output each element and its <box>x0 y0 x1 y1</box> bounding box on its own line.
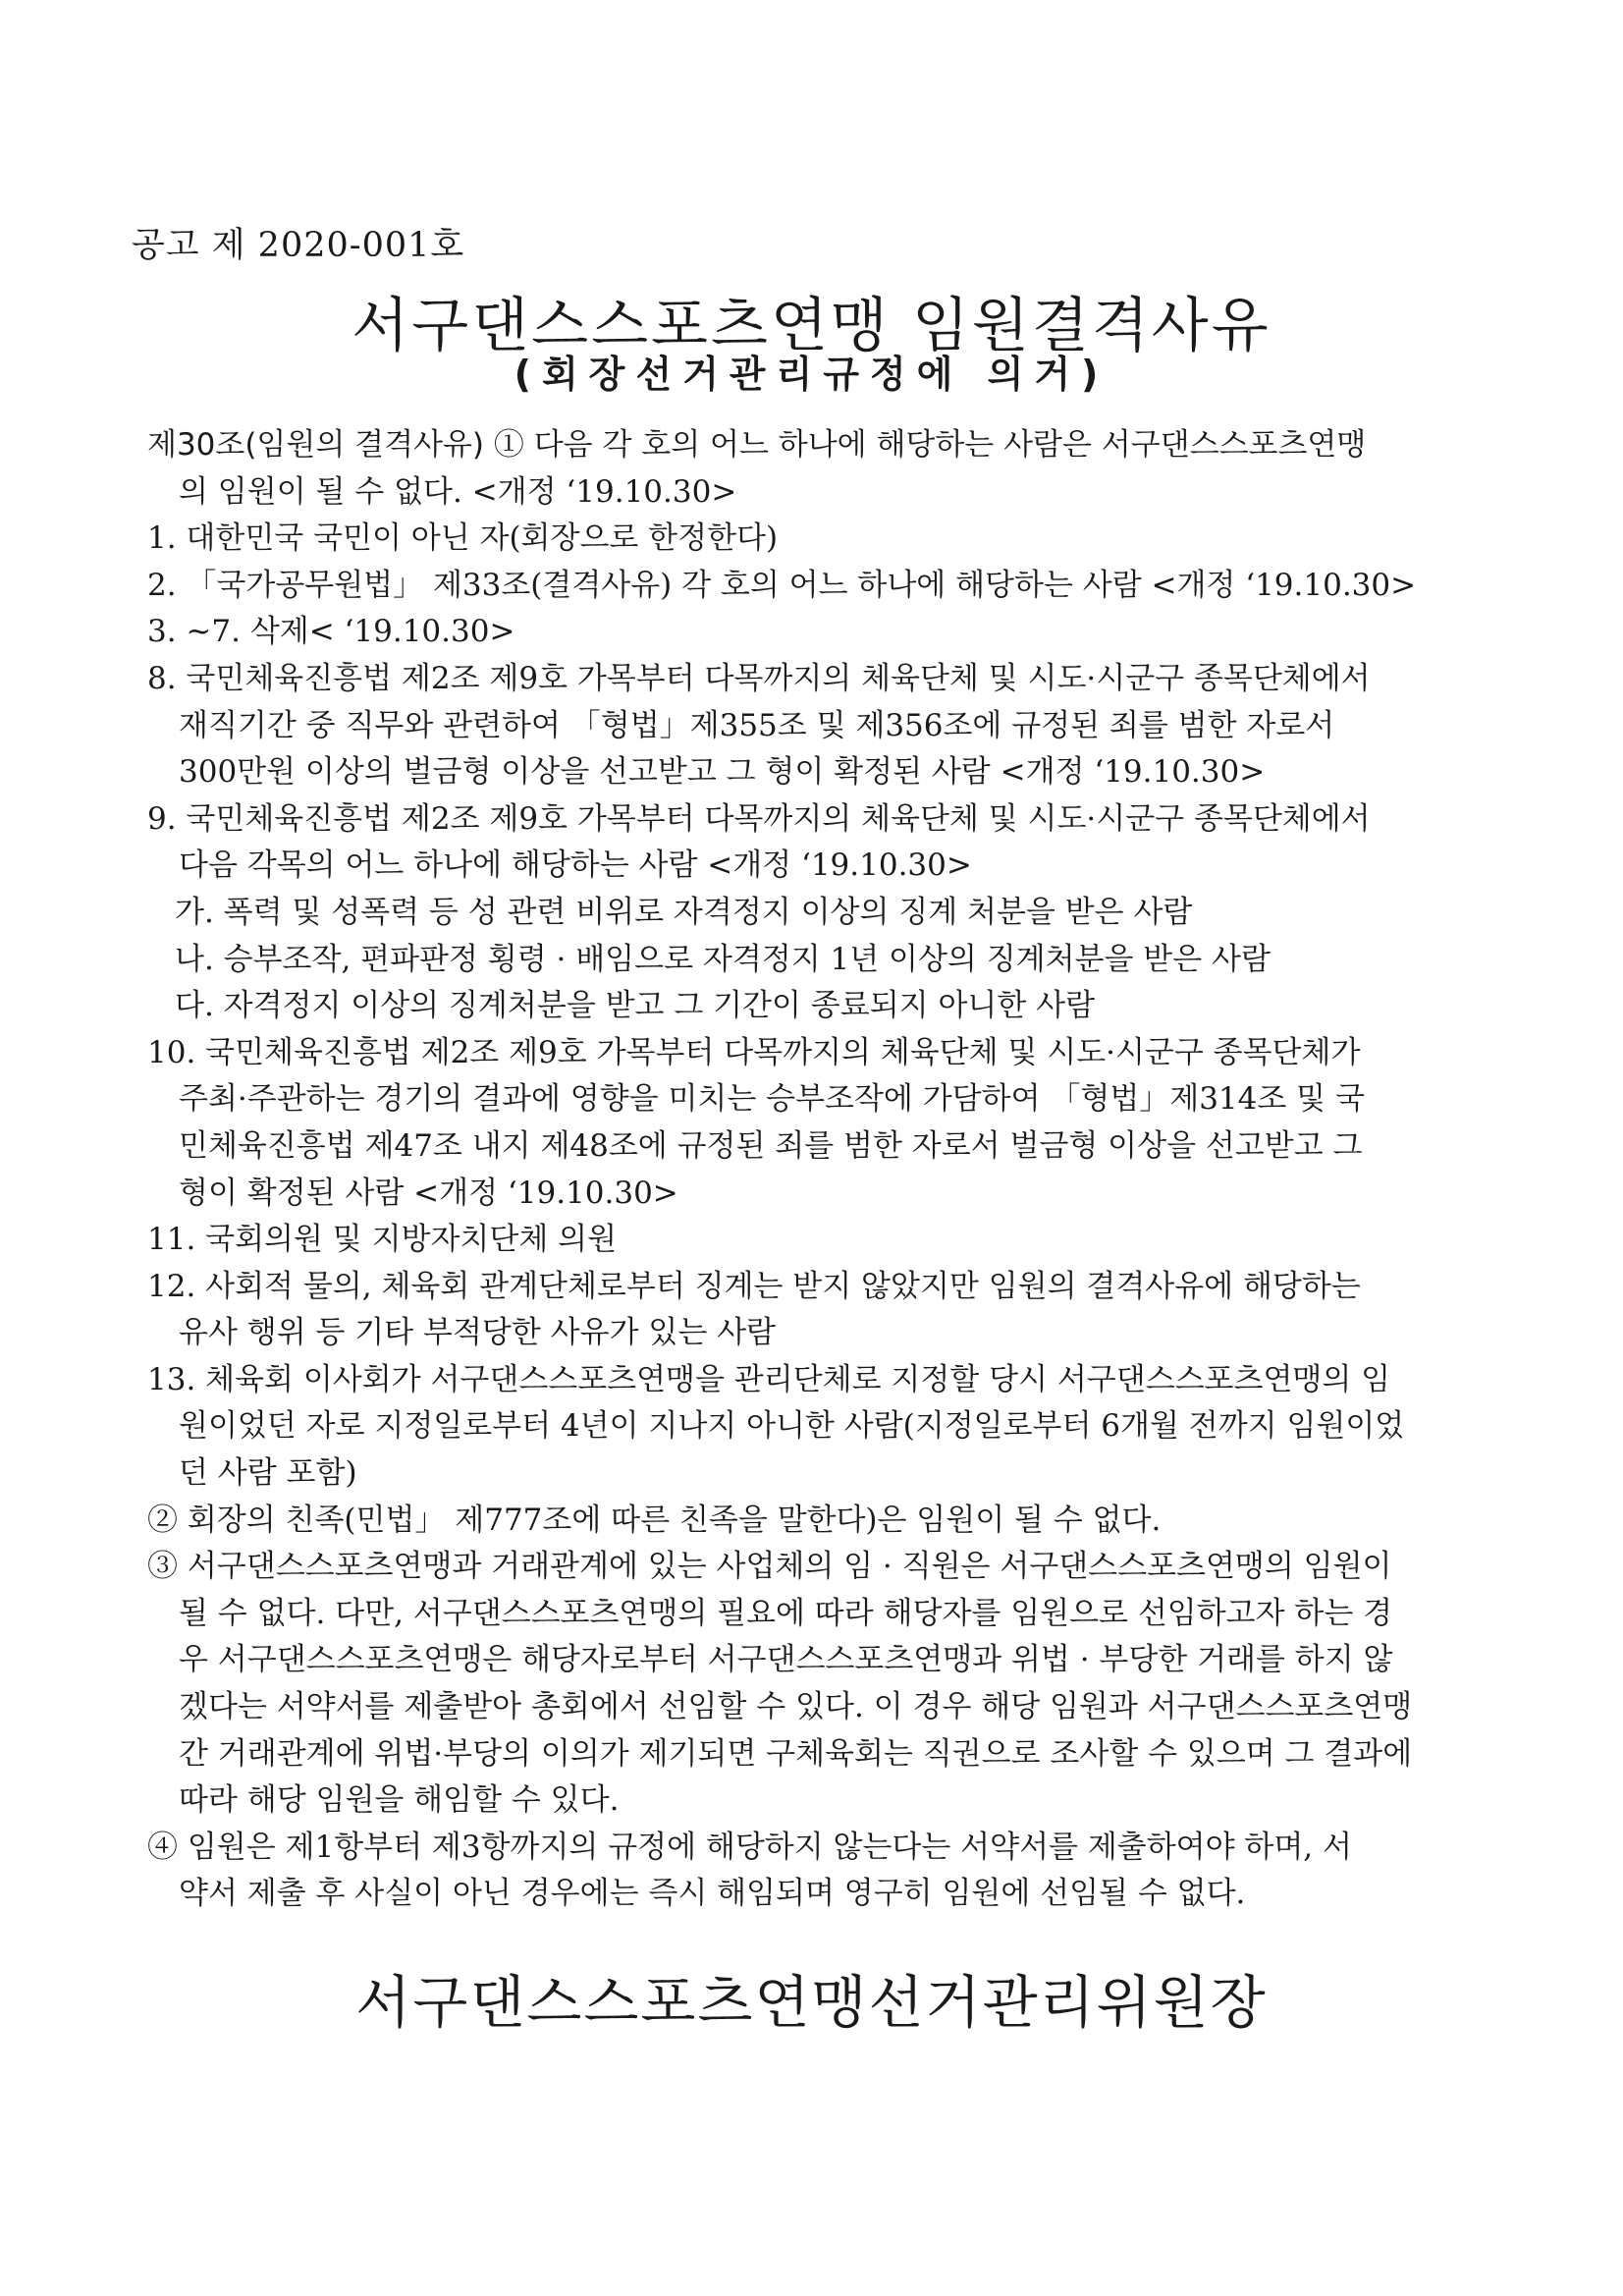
list-item: 1. 대한민국 국민이 아닌 자(회장으로 한정한다) <box>147 520 779 557</box>
list-item-continuation: 유사 행위 등 기타 부적당한 사유가 있는 사람 <box>179 1315 777 1351</box>
paragraph-continuation: 겠다는 서약서를 제출받아 총회에서 선임할 수 있다. 이 경우 해당 임원과 서구댄스스포츠연맹 <box>179 1689 1413 1725</box>
list-item: 3. ~7. 삭제< ‘19.10.30> <box>147 614 515 650</box>
paragraph-3: ③ 서구댄스스포츠연맹과 거래관계에 있는 사업체의 임 · 직원은 서구댄스스포츠연맹의 임원이 <box>147 1549 1392 1585</box>
list-item: 10. 국민체육진흥법 제2조 제9호 가목부터 다목까지의 체육단체 및 시도·시군구 종목단체가 <box>147 1034 1361 1070</box>
list-item: 13. 체육회 이사회가 서구댄스스포츠연맹을 관리단체로 지정할 당시 서구댄스스포츠연맹의 임 <box>147 1361 1391 1397</box>
paragraph-continuation: 따라 해당 임원을 해임할 수 있다. <box>179 1782 620 1819</box>
list-item-continuation: 형이 확정된 사람 <개정 ‘19.10.30> <box>179 1175 678 1211</box>
article-body <box>147 422 1522 1918</box>
list-item-continuation: 던 사람 포함) <box>179 1455 357 1492</box>
paragraph-continuation: 간 거래관계에 위법·부당의 이의가 제기되면 구체육회는 직권으로 조사할 수 있으며 그 결과에 <box>179 1735 1413 1772</box>
notice-number: 공고 제 2020-001호 <box>132 226 465 265</box>
list-item-continuation: 주최·주관하는 경기의 결과에 영향을 미치는 승부조작에 가담하여 「형법」제314조 및 국 <box>179 1081 1365 1118</box>
sub-list-item: 가. 폭력 및 성폭력 등 성 관련 비위로 자격정지 이상의 징계 처분을 받은 사람 <box>175 894 1193 930</box>
signature-line: 서구댄스스포츠연맹선거관리위원장 <box>355 1969 1268 2036</box>
paragraph-continuation: 약서 제출 후 사실이 아닌 경우에는 즉시 해임되며 영구히 임원에 선임될 수 없다. <box>179 1876 1246 1912</box>
paragraph-4: ④ 임원은 제1항부터 제3항까지의 규정에 해당하지 않는다는 서약서를 제출하여야 하며, 서 <box>147 1829 1352 1865</box>
list-item-continuation: 재직기간 중 직무와 관련하여 「형법」제355조 및 제356조에 규정된 죄를 범한 자로서 <box>179 707 1335 743</box>
paragraph-2: ② 회장의 친족(민법」 제777조에 따른 친족을 말한다)은 임원이 될 수 없다. <box>147 1502 1162 1538</box>
document-title: 서구댄스스포츠연맹 임원결격사유 <box>352 292 1271 360</box>
list-item-continuation: 원이었던 자로 지정일로부터 4년이 지나지 아니한 사람(지정일로부터 6개월 전까지 임원이었 <box>179 1408 1405 1445</box>
list-item-continuation: 300만원 이상의 벌금형 이상을 선고받고 그 형이 확정된 사람 <개정 ‘19.10.30> <box>179 754 1266 791</box>
list-item: 2. 「국가공무원법」 제33조(결격사유) 각 호의 어느 하나에 해당하는 사람 <개정 ‘19.10.30> <box>147 567 1417 603</box>
article-heading: 제30조(임원의 결격사유) <box>147 427 485 463</box>
paragraph-continuation: 될 수 없다. 다만, 서구댄스스포츠연맹의 필요에 따라 해당자를 임원으로 선임하고자 하는 경 <box>179 1595 1393 1631</box>
sub-list-item: 다. 자격정지 이상의 징계처분을 받고 그 기간이 종료되지 아니한 사람 <box>175 988 1096 1024</box>
list-item-continuation: 민체육진흥법 제47조 내지 제48조에 규정된 죄를 범한 자로서 벌금형 이상을 선고받고 그 <box>179 1127 1363 1164</box>
article-line: 의 임원이 될 수 없다. <개정 ‘19.10.30> <box>179 473 737 510</box>
list-item: 12. 사회적 물의, 체육회 관계단체로부터 징계는 받지 않았지만 임원의 결격사유에 해당하는 <box>147 1268 1361 1304</box>
list-item: 9. 국민체육진흥법 제2조 제9호 가목부터 다목까지의 체육단체 및 시도·시군구 종목단체에서 <box>147 800 1371 837</box>
list-item: 8. 국민체육진흥법 제2조 제9호 가목부터 다목까지의 체육단체 및 시도·시군구 종목단체에서 <box>147 660 1371 696</box>
list-item: 11. 국회의원 및 지방자치단체 의원 <box>147 1222 618 1258</box>
paragraph-continuation: 우 서구댄스스포츠연맹은 해당자로부터 서구댄스스포츠연맹과 위법 · 부당한 거래를 하지 않 <box>179 1642 1393 1678</box>
article-first-line <box>147 422 1522 469</box>
article-line: ① 다음 각 호의 어느 하나에 해당하는 사람은 서구댄스스포츠연맹 <box>484 427 1367 463</box>
list-item-continuation: 다음 각목의 어느 하나에 해당하는 사람 <개정 ‘19.10.30> <box>179 847 972 884</box>
document-subtitle: (회장선거관리규정에 의거) <box>514 353 1109 396</box>
sub-list-item: 나. 승부조작, 편파판정 횡령 · 배임으로 자격정지 1년 이상의 징계처분을 받은 사람 <box>175 941 1271 977</box>
